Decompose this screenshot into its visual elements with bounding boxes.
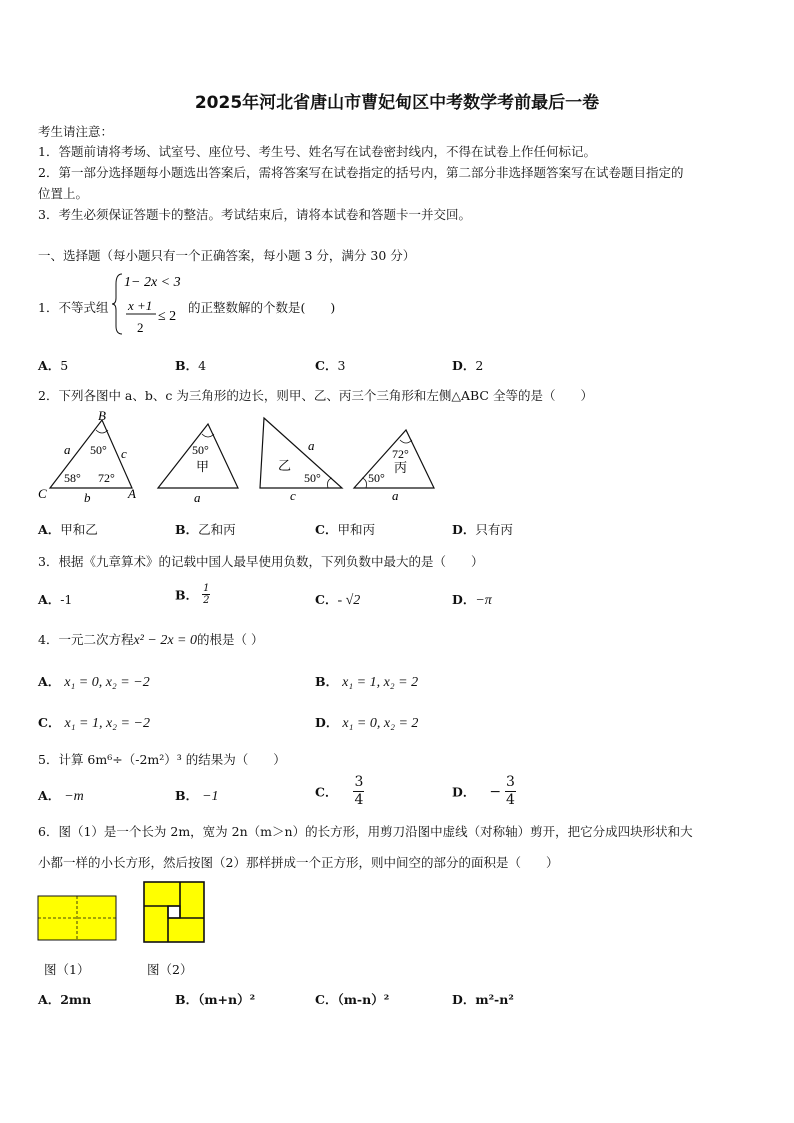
q1-line1: 1− 2x < 3: [124, 275, 181, 290]
q2-stem: 2．下列各图中 a、b、c 为三角形的边长，则甲、乙、丙三个三角形和左侧△ABC 全等的是（ ）: [38, 388, 593, 403]
q4-option-a: A． x₁ = 0, x₂ = −2: [38, 674, 150, 690]
q1-suffix: 的正整数解的个数是( ): [188, 300, 336, 315]
q6-figures: [36, 880, 216, 948]
fig1-caption: 图（1）: [44, 962, 90, 977]
bing-angle-left: 50°: [368, 471, 385, 485]
q1-option-b: B．4: [175, 358, 207, 373]
side-c-label: c: [121, 446, 127, 461]
q2-triangles-figure: [36, 408, 446, 508]
page-title: 2025年河北省唐山市曹妃甸区中考数学考前最后一卷: [194, 93, 600, 113]
q2-option-d: D．只有丙: [452, 522, 513, 537]
q2-option-b: B．乙和丙: [175, 522, 236, 537]
bing-side: a: [392, 488, 399, 503]
jia-label: 甲: [196, 459, 210, 474]
q1-option-d: D．2: [452, 358, 484, 373]
angle-c: 58°: [64, 471, 81, 485]
q6-option-a: A．2mn: [38, 992, 92, 1007]
notice-item-3: 3．考生必须保证答题卡的整洁。考试结束后，请将本试卷和答题卡一并交回。: [38, 207, 471, 222]
notice-item-1: 1．答题前请将考场、试室号、座位号、考生号、姓名写在试卷密封线内，不得在试卷上作任何标记。: [38, 144, 596, 159]
q6-option-d: D．m²-n²: [452, 992, 514, 1007]
notice-item-2: 2．第一部分选择题每小题选出答案后，需将答案写在试卷指定的括号内，第二部分非选择题答案写在试卷题目指定的: [38, 165, 684, 180]
q6-stem-line2: 小都一样的小长方形，然后按图（2）那样拼成一个正方形，则中间空的部分的面积是（ ）: [38, 855, 559, 870]
q6-option-b: B．（m+n）²: [175, 992, 256, 1007]
q1-frac-den: 2: [137, 320, 144, 335]
yi-angle: 50°: [304, 471, 321, 485]
q3-option-b: B． $\frac{1}{2}$: [175, 583, 210, 606]
q1-option-a: A．5: [38, 358, 69, 373]
yi-side-c: c: [290, 488, 296, 503]
yi-side-a: a: [308, 438, 315, 453]
side-b-label: b: [84, 490, 91, 505]
q1-prefix: 1．不等式组: [38, 300, 109, 315]
fig2-caption: 图（2）: [147, 962, 193, 977]
q6-stem-line1: 6．图（1）是一个长为 2m，宽为 2n（m＞n）的长方形，用剪刀沿图中虚线（对称轴）剪开，把它分成四块形状和大: [38, 824, 693, 839]
q5-option-d: D． − $\frac{3}{4}$: [452, 774, 515, 808]
q5-option-c: C． $\frac{3}{4}$: [315, 774, 364, 808]
q1-line2-rest: ≤ 2: [158, 309, 177, 324]
q1-frac-num: x +1: [128, 298, 153, 313]
q4-option-d: D． x₁ = 0, x₂ = 2: [315, 715, 419, 731]
jia-side: a: [194, 490, 201, 505]
q5-option-b: B． −1: [175, 788, 219, 804]
q4-option-c: C． x₁ = 1, x₂ = −2: [38, 715, 150, 731]
q3-option-a: A．-1: [38, 592, 73, 607]
q5-option-a: A． −m: [38, 788, 84, 804]
q2-option-c: C．甲和丙: [315, 522, 375, 537]
q3-option-c: C．- √2: [315, 592, 361, 608]
q5-stem: 5．计算 6m⁶÷（-2m²）³ 的结果为（ ）: [38, 752, 286, 767]
q4-stem: 4．一元二次方程x² − 2x = 0的根是（ ）: [38, 632, 264, 648]
jia-angle: 50°: [192, 443, 209, 457]
fig2-hole: [168, 906, 180, 918]
notice-heading: 考生请注意：: [38, 124, 114, 139]
vertex-a: A: [128, 486, 136, 501]
angle-a: 72°: [98, 471, 115, 485]
q4-option-b: B． x₁ = 1, x₂ = 2: [315, 674, 419, 690]
vertex-b: B: [98, 408, 106, 423]
notice-item-2-cont: 位置上。: [38, 186, 89, 201]
q1-option-c: C．3: [315, 358, 346, 373]
triangle-yi: [260, 418, 342, 488]
q1-system-of-inequalities: [112, 270, 192, 338]
q3-option-d: D．−π: [452, 592, 492, 608]
section-heading: 一、选择题（每小题只有一个正确答案，每小题 3 分，满分 30 分）: [38, 248, 416, 263]
bing-angle-top: 72°: [392, 447, 409, 461]
vertex-c: C: [38, 486, 47, 501]
bing-label: 丙: [394, 460, 408, 475]
q6-option-c: C．（m-n）²: [315, 992, 390, 1007]
q4-equation: x² − 2x = 0: [133, 633, 197, 648]
angle-b: 50°: [90, 443, 107, 457]
yi-label: 乙: [278, 458, 292, 473]
side-a-label: a: [64, 442, 71, 457]
q3-stem: 3．根据《九章算术》的记载中国人最早使用负数，下列负数中最大的是（ ）: [38, 554, 484, 569]
q2-option-a: A．甲和乙: [38, 522, 98, 537]
